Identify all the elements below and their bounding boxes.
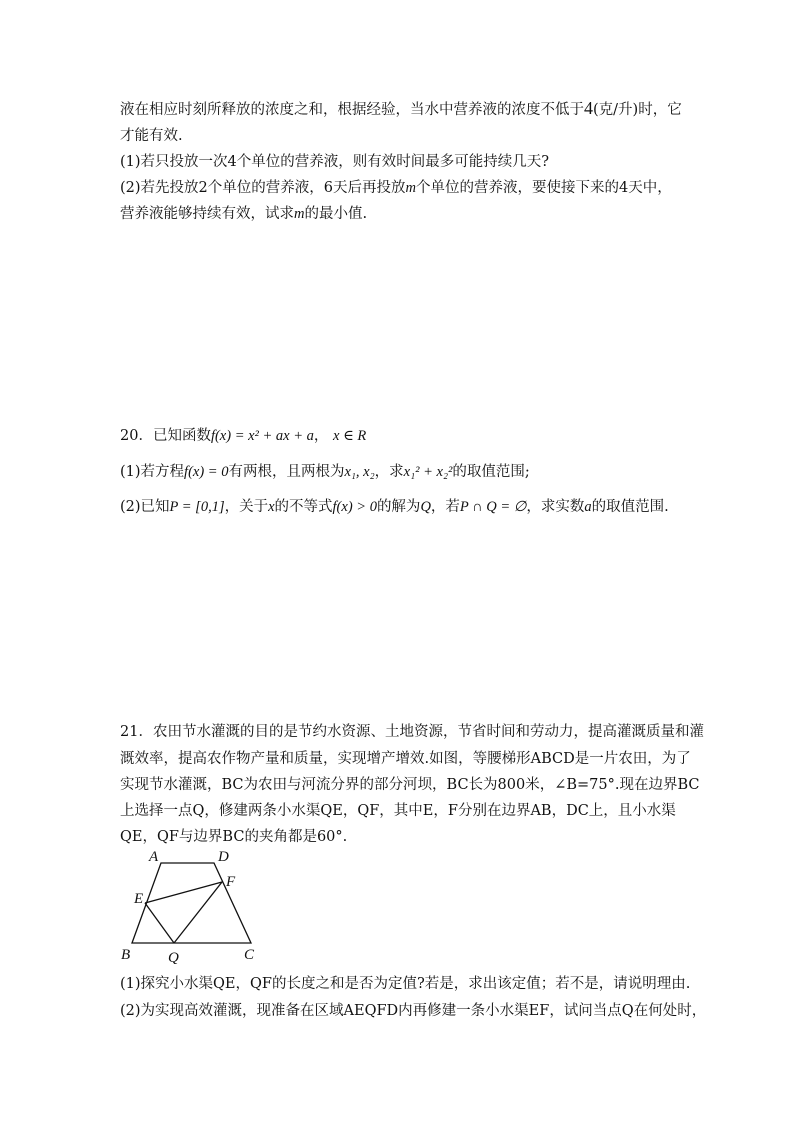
p21-line-3: 实现节水灌溉，BC为农田与河流分界的部分河坝，BC长为800米，∠B=75°.现在边界BC	[120, 777, 700, 793]
p21-line-5: QE，QF与边界BC的夹角都是60°.	[120, 829, 348, 845]
p21-question-1: (1)探究小水渠QE，QF的长度之和是否为定值?若是，求出该定值；若不是，请说明理由.	[120, 976, 691, 992]
p20-domain: x ∈ R	[333, 428, 367, 444]
label-f: F	[226, 874, 236, 890]
p20-stem: 20．已知函数f(x) = x² + ax + a， x ∈ R	[120, 428, 367, 444]
p19-line-2: 才能有效.	[120, 128, 183, 144]
label-a: A	[149, 849, 159, 865]
p19-question-1: (1)若只投放一次4个单位的营养液，则有效时间最多可能持续几天?	[120, 154, 550, 170]
p20-question-1: (1)若方程f(x) = 0有两根，且两根为x₁, x₂，求x₁² + x₂²的取值范围;	[120, 464, 530, 480]
p19-question-2-cont: 营养液能够持续有效，试求m的最小值.	[120, 206, 368, 222]
label-b: B	[121, 947, 131, 963]
p20-question-2: (2)已知P = [0,1]，关于x的不等式f(x) > 0的解为Q，若P ∩ Q = ∅，求实数a的取值范围.	[120, 499, 669, 515]
segment-ef	[145, 882, 222, 903]
label-q: Q	[168, 950, 179, 964]
segment-qe	[145, 903, 174, 943]
p21-question-2: (2)为实现高效灌溉，现准备在区域AEQFD内再修建一条小水渠EF，试问当点Q在何处时，	[120, 1003, 707, 1019]
trapezoid-figure	[118, 846, 268, 964]
label-c: C	[244, 947, 255, 963]
label-d: D	[218, 849, 229, 865]
segment-qf	[174, 882, 222, 943]
p21-line-4: 上选择一点Q，修建两条小水渠QE，QF，其中E，F分别在边界AB，DC上，且小水渠	[120, 803, 676, 819]
p19-line-1: 液在相应时刻所释放的浓度之和，根据经验，当水中营养液的浓度不低于4(克/升)时，它	[120, 98, 682, 118]
p19-question-2: (2)若先投放2个单位的营养液，6天后再投放m个单位的营养液，要使接下来的4天中，	[120, 180, 672, 196]
p21-line-1: 21．农田节水灌溉的目的是节约水资源、土地资源，节省时间和劳动力，提高灌溉质量和灌	[120, 724, 704, 740]
label-e: E	[134, 891, 144, 907]
p21-line-2: 溉效率，提高农作物产量和质量，实现增产增效.如图，等腰梯形ABCD是一片农田，为了	[120, 751, 691, 767]
